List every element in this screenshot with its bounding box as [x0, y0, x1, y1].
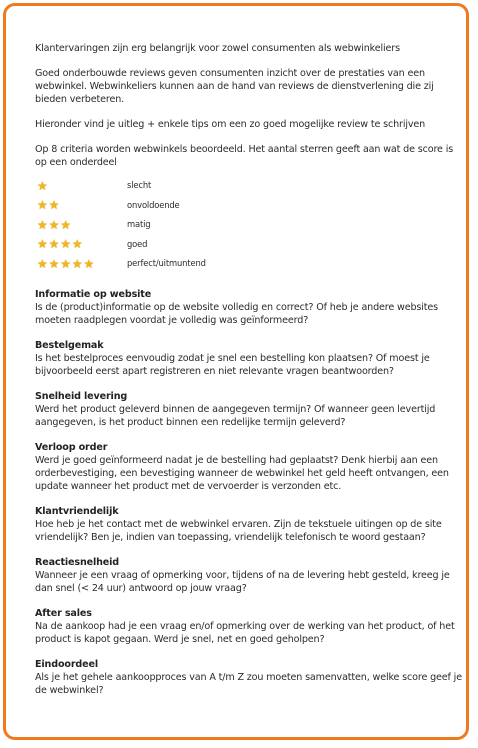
criterion-description: Als je het gehele aankoopproces van A t/m Z zou moeten samenvatten, welke score geef je de webwinkel? [35, 671, 462, 696]
star-rating [35, 238, 127, 250]
star-icon: ★ [37, 178, 48, 193]
review-guide [35, 42, 467, 709]
rating-legend [35, 176, 467, 274]
criterion-title: Snelheid levering [35, 390, 128, 402]
criterion-section [35, 505, 467, 544]
criterion-title: Eindoordeel [35, 658, 98, 670]
star-icon: ★ [60, 217, 71, 232]
intro-paragraph: Klantervaringen zijn erg belangrijk voor zowel consumenten als webwinkeliers [35, 43, 400, 54]
star-icon: ★ [60, 256, 71, 271]
star-icon: ★ [37, 256, 48, 271]
intro-paragraph: Hieronder vind je uitleg + enkele tips om een zo goed mogelijke review te schrijven [35, 119, 426, 130]
criterion-title: After sales [35, 607, 92, 619]
star-icon: ★ [48, 256, 60, 271]
rating-label: onvoldoende [127, 199, 180, 210]
criterion-title: Bestelgemak [35, 339, 104, 351]
criterion-section [35, 390, 467, 429]
star-icon: ★ [71, 256, 83, 271]
star-icon: ★ [48, 198, 60, 213]
criterion-description: Is het bestelproces eenvoudig zodat je snel een bestelling kon plaatsen? Of moest je bijvoorbeeld eerst apart registreren en niet relevante vragen beantwoorden? [35, 352, 430, 377]
rating-label: perfect/uitmuntend [127, 258, 206, 269]
criterion-description: Werd het product geleverd binnen de aangegeven termijn? Of wanneer geen levertijd aangegeven, is het product binnen een redelijke termijn geleverd? [35, 403, 436, 428]
criterion-description: Na de aankoop had je een vraag en/of opmerking over de werking van het product, of het product is kapot gegaan. Werd je snel, net en goed geholpen? [35, 620, 455, 645]
criterion-section [35, 607, 467, 646]
star-rating [35, 219, 127, 231]
rating-row [35, 215, 467, 235]
criterion-section [35, 658, 467, 697]
criterion-description: Is de (product)informatie op de website volledig en correct? Of heb je andere websites moeten raadplegen voordat je volledig was geïnformeerd? [35, 301, 439, 326]
criterion-title: Verloop order [35, 441, 108, 453]
criteria-list [35, 288, 467, 697]
star-icon: ★ [60, 237, 71, 252]
content-frame [3, 3, 469, 740]
rating-row [35, 254, 467, 274]
criterion-section [35, 556, 467, 595]
rating-label: goed [127, 238, 148, 249]
criterion-description: Wanneer je een vraag of opmerking voor, tijdens of na de levering hebt gesteld, kreeg je dan snel (< 24 uur) antwoord op jouw vraag? [35, 569, 450, 594]
intro-paragraph: Goed onderbouwde reviews geven consumenten inzicht over de prestaties van een webwinkel. Webwinkeliers kunnen aan de hand van reviews de dienstverlening die zij bieden verbeteren. [35, 68, 434, 105]
criterion-title: Klantvriendelijk [35, 505, 119, 517]
rating-row [35, 196, 467, 216]
rating-row [35, 235, 467, 255]
criterion-title: Reactiesnelheid [35, 556, 120, 568]
star-icon: ★ [71, 237, 83, 252]
criterion-title: Informatie op website [35, 288, 152, 300]
intro-paragraph: Op 8 criteria worden webwinkels beoordeeld. Het aantal sterren geeft aan wat de score is op een onderdeel [35, 144, 454, 168]
rating-row [35, 176, 467, 196]
star-icon: ★ [83, 256, 95, 271]
star-icon: ★ [37, 237, 48, 252]
star-rating [35, 199, 127, 211]
star-icon: ★ [48, 217, 60, 232]
criterion-description: Hoe heb je het contact met de webwinkel ervaren. Zijn de tekstuele uitingen op de site vriendelijk? Ben je, indien van toepassing, vriendelijk telefonisch te woord gestaan? [35, 518, 442, 543]
star-rating [35, 180, 127, 192]
star-rating [35, 258, 127, 270]
criterion-section [35, 288, 467, 327]
star-icon: ★ [37, 198, 48, 213]
rating-label: slecht [127, 180, 152, 191]
rating-label: matig [127, 219, 151, 230]
criterion-section [35, 339, 467, 378]
criterion-description: Werd je goed geïnformeerd nadat je de bestelling had geplaatst? Denk hierbij aan een orderbevestiging, een bevestiging wanneer de webwinkel het geld heeft ontvangen, een update wanneer het product met de vervoerder is verzonden etc. [35, 454, 449, 492]
star-icon: ★ [48, 237, 60, 252]
star-icon: ★ [37, 217, 48, 232]
criterion-section [35, 441, 467, 493]
